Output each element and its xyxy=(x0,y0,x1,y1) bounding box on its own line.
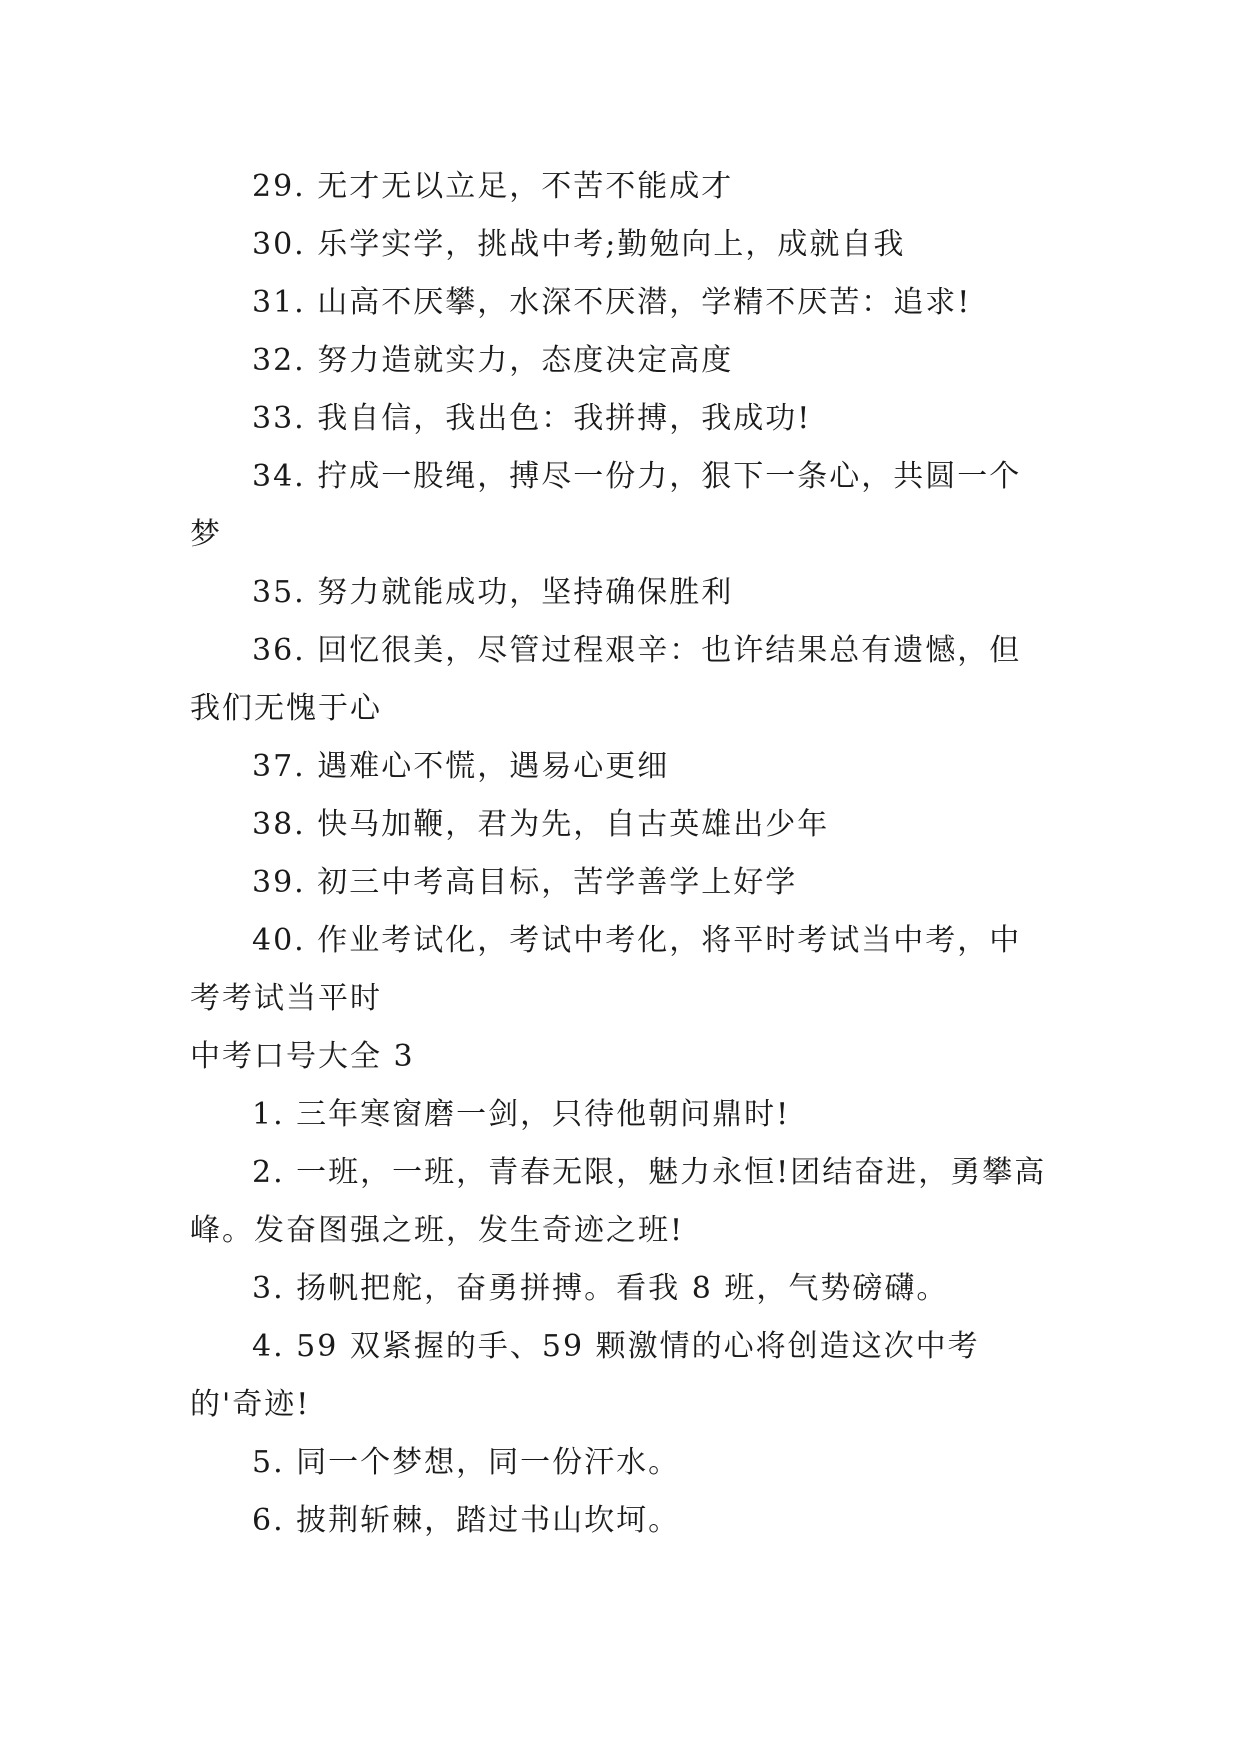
section-item-3: 3. 扬帆把舵，奋勇拼搏。看我 8 班，气势磅礴。 xyxy=(252,1271,949,1306)
slogan-29: 29. 无才无以立足，不苦不能成才 xyxy=(252,169,734,204)
slogan-34: 34. 拧成一股绳，搏尽一份力，狠下一条心，共圆一个梦 xyxy=(190,459,1022,552)
section-item-1: 1. 三年寒窗磨一剑，只待他朝问鼎时! xyxy=(252,1097,791,1132)
slogan-31: 31. 山高不厌攀，水深不厌潜，学精不厌苦：追求! xyxy=(252,285,972,320)
slogan-40: 40. 作业考试化，考试中考化，将平时考试当中考，中考考试当平时 xyxy=(190,923,1022,1016)
section-item-5: 5. 同一个梦想，同一份汗水。 xyxy=(252,1445,681,1480)
slogan-37: 37. 遇难心不慌，遇易心更细 xyxy=(252,749,670,784)
section-heading: 中考口号大全 3 xyxy=(190,1039,415,1074)
section-item-2: 2. 一班，一班，青春无限，魅力永恒!团结奋进，勇攀高峰。发奋图强之班，发生奇迹之班! xyxy=(190,1155,1047,1248)
slogan-35: 35. 努力就能成功，坚持确保胜利 xyxy=(252,575,734,610)
slogan-32: 32. 努力造就实力，态度决定高度 xyxy=(252,343,734,378)
slogan-30: 30. 乐学实学，挑战中考;勤勉向上，成就自我 xyxy=(252,227,906,262)
slogan-36: 36. 回忆很美，尽管过程艰辛：也许结果总有遗憾，但我们无愧于心 xyxy=(190,633,1022,726)
section-item-4: 4. 59 双紧握的手、59 颗激情的心将创造这次中考的'奇迹! xyxy=(190,1329,980,1422)
document-body xyxy=(190,158,1050,1550)
section-item-6: 6. 披荆斩棘，踏过书山坎坷。 xyxy=(252,1503,681,1538)
slogan-38: 38. 快马加鞭，君为先，自古英雄出少年 xyxy=(252,807,830,842)
slogan-33: 33. 我自信，我出色：我拼搏，我成功! xyxy=(252,401,812,436)
slogan-39: 39. 初三中考高目标，苦学善学上好学 xyxy=(252,865,798,900)
